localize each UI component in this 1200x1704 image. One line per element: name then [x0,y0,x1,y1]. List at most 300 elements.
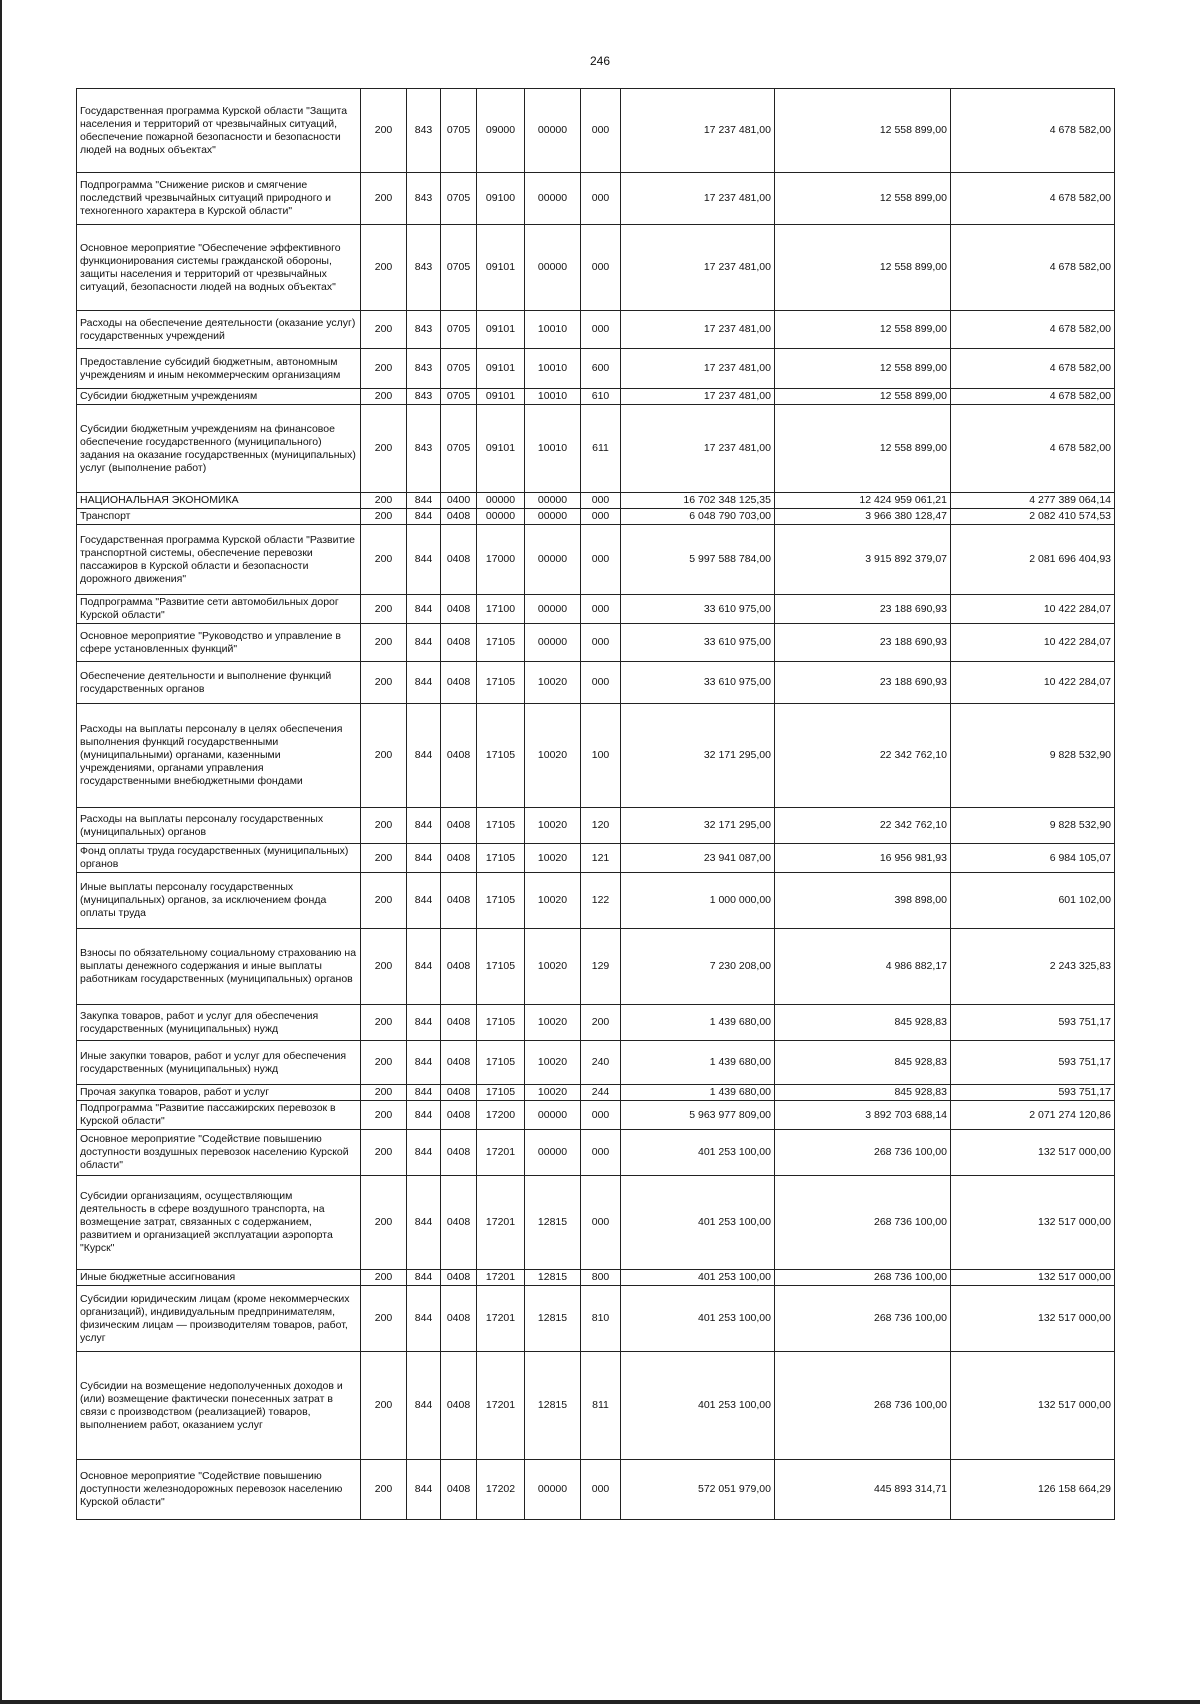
department-code: 844 [407,1176,441,1270]
remaining-amount: 593 751,17 [951,1085,1115,1101]
row-name: Субсидии бюджетным учреждениям [77,389,361,405]
plan-amount: 5 963 977 809,00 [621,1101,775,1130]
plan-amount: 32 171 295,00 [621,704,775,808]
target-article-code: 17201 [477,1286,525,1352]
section-code: 0408 [441,808,477,844]
expense-type-code: 810 [581,1286,621,1352]
remaining-amount: 2 243 325,83 [951,929,1115,1005]
plan-amount: 33 610 975,00 [621,595,775,624]
executed-amount: 845 928,83 [775,1041,951,1085]
chapter-code: 200 [361,929,407,1005]
remaining-amount: 10 422 284,07 [951,662,1115,704]
table-row [77,1460,1115,1520]
expense-type-code: 000 [581,1101,621,1130]
target-article-code: 09100 [477,173,525,225]
table-row [77,349,1115,389]
expense-direction-code: 00000 [525,509,581,525]
chapter-code: 200 [361,1176,407,1270]
expense-direction-code: 00000 [525,1101,581,1130]
chapter-code: 200 [361,1005,407,1041]
table-row [77,89,1115,173]
expense-type-code: 800 [581,1270,621,1286]
table-row [77,1352,1115,1460]
chapter-code: 200 [361,1270,407,1286]
remaining-amount: 4 678 582,00 [951,311,1115,349]
remaining-amount: 4 678 582,00 [951,389,1115,405]
target-article-code: 17105 [477,704,525,808]
executed-amount: 16 956 981,93 [775,844,951,873]
plan-amount: 572 051 979,00 [621,1460,775,1520]
chapter-code: 200 [361,89,407,173]
row-name: Прочая закупка товаров, работ и услуг [77,1085,361,1101]
table-row [77,873,1115,929]
plan-amount: 401 253 100,00 [621,1352,775,1460]
table-row [77,509,1115,525]
plan-amount: 1 000 000,00 [621,873,775,929]
row-name: Государственная программа Курской области "Защита населения и территорий от чрезвычайных ситуаций, обеспечение пожарной безопасности и безопасности людей на водных объектах" [77,89,361,173]
target-article-code: 17105 [477,1041,525,1085]
table-row [77,844,1115,873]
section-code: 0705 [441,405,477,493]
row-name: Субсидии юридическим лицам (кроме некоммерческих организаций), индивидуальным предпринимателям, физическим лицам — производителям товаров, работ, услуг [77,1286,361,1352]
section-code: 0705 [441,349,477,389]
chapter-code: 200 [361,525,407,595]
remaining-amount: 593 751,17 [951,1041,1115,1085]
expense-type-code: 611 [581,405,621,493]
target-article-code: 17105 [477,808,525,844]
expense-type-code: 000 [581,1130,621,1176]
table-row [77,311,1115,349]
department-code: 844 [407,1130,441,1176]
expense-direction-code: 10020 [525,704,581,808]
table-row [77,173,1115,225]
expense-type-code: 121 [581,844,621,873]
expense-type-code: 129 [581,929,621,1005]
department-code: 844 [407,1101,441,1130]
department-code: 844 [407,662,441,704]
remaining-amount: 9 828 532,90 [951,704,1115,808]
expense-direction-code: 10010 [525,389,581,405]
row-name: Транспорт [77,509,361,525]
table-row [77,1005,1115,1041]
expense-direction-code: 10010 [525,349,581,389]
target-article-code: 17201 [477,1270,525,1286]
department-code: 844 [407,624,441,662]
expense-type-code: 610 [581,389,621,405]
expense-direction-code: 10020 [525,929,581,1005]
row-name: Субсидии организациям, осуществляющим деятельность в сфере воздушного транспорта, на возмещение затрат, связанных с содержанием, развитием и организацией эксплуатации аэропорта "Курск" [77,1176,361,1270]
executed-amount: 12 558 899,00 [775,225,951,311]
executed-amount: 445 893 314,71 [775,1460,951,1520]
remaining-amount: 9 828 532,90 [951,808,1115,844]
row-name: Иные бюджетные ассигнования [77,1270,361,1286]
executed-amount: 3 966 380 128,47 [775,509,951,525]
remaining-amount: 601 102,00 [951,873,1115,929]
table-row [77,1270,1115,1286]
remaining-amount: 4 678 582,00 [951,173,1115,225]
table-row [77,808,1115,844]
row-name: Фонд оплаты труда государственных (муниципальных) органов [77,844,361,873]
expense-direction-code: 10020 [525,808,581,844]
row-name: Взносы по обязательному социальному страхованию на выплаты денежного содержания и иные выплаты работникам государственных (муниципальных) органов [77,929,361,1005]
remaining-amount: 132 517 000,00 [951,1176,1115,1270]
executed-amount: 22 342 762,10 [775,808,951,844]
target-article-code: 09101 [477,405,525,493]
plan-amount: 33 610 975,00 [621,624,775,662]
page-left-border [0,0,2,1704]
expense-type-code: 000 [581,662,621,704]
expense-direction-code: 00000 [525,225,581,311]
target-article-code: 17202 [477,1460,525,1520]
expense-type-code: 200 [581,1005,621,1041]
section-code: 0408 [441,1130,477,1176]
section-code: 0408 [441,1460,477,1520]
remaining-amount: 132 517 000,00 [951,1130,1115,1176]
remaining-amount: 2 071 274 120,86 [951,1101,1115,1130]
section-code: 0705 [441,89,477,173]
expense-type-code: 000 [581,493,621,509]
row-name: Расходы на выплаты персоналу в целях обеспечения выполнения функций государственными (муниципальными) органами, казенными учреждениями, органами управления государственными внебюджетными фондами [77,704,361,808]
section-code: 0408 [441,595,477,624]
expense-type-code: 240 [581,1041,621,1085]
remaining-amount: 132 517 000,00 [951,1352,1115,1460]
expense-type-code: 000 [581,509,621,525]
chapter-code: 200 [361,1352,407,1460]
expense-type-code: 000 [581,225,621,311]
target-article-code: 17105 [477,624,525,662]
plan-amount: 17 237 481,00 [621,405,775,493]
chapter-code: 200 [361,624,407,662]
executed-amount: 12 558 899,00 [775,311,951,349]
chapter-code: 200 [361,873,407,929]
table-row [77,1130,1115,1176]
executed-amount: 12 558 899,00 [775,349,951,389]
expense-direction-code: 10020 [525,844,581,873]
budget-table-body [77,89,1115,1520]
plan-amount: 401 253 100,00 [621,1130,775,1176]
section-code: 0408 [441,844,477,873]
remaining-amount: 4 277 389 064,14 [951,493,1115,509]
row-name: Субсидии бюджетным учреждениям на финансовое обеспечение государственного (муниципального) задания на оказание государственных (муниципальных) услуг (выполнение работ) [77,405,361,493]
section-code: 0408 [441,624,477,662]
executed-amount: 268 736 100,00 [775,1176,951,1270]
chapter-code: 200 [361,405,407,493]
department-code: 844 [407,1460,441,1520]
chapter-code: 200 [361,595,407,624]
plan-amount: 16 702 348 125,35 [621,493,775,509]
expense-type-code: 000 [581,311,621,349]
target-article-code: 09000 [477,89,525,173]
plan-amount: 7 230 208,00 [621,929,775,1005]
expense-direction-code: 10020 [525,1005,581,1041]
plan-amount: 401 253 100,00 [621,1270,775,1286]
plan-amount: 17 237 481,00 [621,89,775,173]
table-row [77,1085,1115,1101]
row-name: Основное мероприятие "Руководство и управление в сфере установленных функций" [77,624,361,662]
executed-amount: 268 736 100,00 [775,1270,951,1286]
row-name: Обеспечение деятельности и выполнение функций государственных органов [77,662,361,704]
chapter-code: 200 [361,173,407,225]
chapter-code: 200 [361,389,407,405]
section-code: 0408 [441,525,477,595]
remaining-amount: 4 678 582,00 [951,405,1115,493]
section-code: 0408 [441,1286,477,1352]
section-code: 0705 [441,389,477,405]
section-code: 0705 [441,173,477,225]
department-code: 843 [407,389,441,405]
department-code: 844 [407,525,441,595]
expense-direction-code: 12815 [525,1176,581,1270]
table-row [77,493,1115,509]
department-code: 843 [407,405,441,493]
remaining-amount: 2 082 410 574,53 [951,509,1115,525]
executed-amount: 12 424 959 061,21 [775,493,951,509]
department-code: 843 [407,173,441,225]
row-name: Подпрограмма "Снижение рисков и смягчение последствий чрезвычайных ситуаций природного и техногенного характера в Курской области" [77,173,361,225]
target-article-code: 17105 [477,662,525,704]
plan-amount: 17 237 481,00 [621,311,775,349]
expense-type-code: 600 [581,349,621,389]
remaining-amount: 126 158 664,29 [951,1460,1115,1520]
plan-amount: 17 237 481,00 [621,349,775,389]
executed-amount: 4 986 882,17 [775,929,951,1005]
row-name: Субсидии на возмещение недополученных доходов и (или) возмещение фактически понесенных затрат в связи с производством (реализацией) товаров, выполнением работ, оказанием услуг [77,1352,361,1460]
executed-amount: 23 188 690,93 [775,662,951,704]
plan-amount: 17 237 481,00 [621,389,775,405]
section-code: 0705 [441,311,477,349]
executed-amount: 22 342 762,10 [775,704,951,808]
remaining-amount: 593 751,17 [951,1005,1115,1041]
target-article-code: 17201 [477,1130,525,1176]
row-name: Государственная программа Курской области "Развитие транспортной системы, обеспечение перевозки пассажиров в Курской области и безопасности дорожного движения" [77,525,361,595]
table-row [77,624,1115,662]
department-code: 844 [407,808,441,844]
expense-type-code: 000 [581,173,621,225]
remaining-amount: 4 678 582,00 [951,225,1115,311]
remaining-amount: 10 422 284,07 [951,624,1115,662]
plan-amount: 401 253 100,00 [621,1286,775,1352]
section-code: 0408 [441,662,477,704]
row-name: Иные выплаты персоналу государственных (муниципальных) органов, за исключением фонда оплаты труда [77,873,361,929]
table-row [77,929,1115,1005]
plan-amount: 17 237 481,00 [621,225,775,311]
department-code: 844 [407,1005,441,1041]
expense-type-code: 122 [581,873,621,929]
chapter-code: 200 [361,1460,407,1520]
section-code: 0408 [441,704,477,808]
department-code: 844 [407,1085,441,1101]
department-code: 844 [407,1352,441,1460]
target-article-code: 17105 [477,844,525,873]
section-code: 0400 [441,493,477,509]
table-row [77,595,1115,624]
row-name: Расходы на обеспечение деятельности (оказание услуг) государственных учреждений [77,311,361,349]
remaining-amount: 4 678 582,00 [951,349,1115,389]
department-code: 844 [407,873,441,929]
expense-direction-code: 10010 [525,311,581,349]
plan-amount: 1 439 680,00 [621,1005,775,1041]
plan-amount: 401 253 100,00 [621,1176,775,1270]
executed-amount: 23 188 690,93 [775,624,951,662]
chapter-code: 200 [361,704,407,808]
target-article-code: 09101 [477,349,525,389]
plan-amount: 1 439 680,00 [621,1085,775,1101]
expense-direction-code: 00000 [525,173,581,225]
section-code: 0408 [441,1270,477,1286]
target-article-code: 17201 [477,1176,525,1270]
expense-direction-code: 10020 [525,662,581,704]
remaining-amount: 132 517 000,00 [951,1270,1115,1286]
budget-table [76,88,1115,1520]
section-code: 0408 [441,929,477,1005]
expense-type-code: 000 [581,89,621,173]
plan-amount: 6 048 790 703,00 [621,509,775,525]
table-row [77,1041,1115,1085]
expense-direction-code: 10020 [525,1041,581,1085]
remaining-amount: 10 422 284,07 [951,595,1115,624]
department-code: 844 [407,1270,441,1286]
executed-amount: 12 558 899,00 [775,405,951,493]
table-row [77,225,1115,311]
expense-direction-code: 00000 [525,1130,581,1176]
plan-amount: 1 439 680,00 [621,1041,775,1085]
executed-amount: 23 188 690,93 [775,595,951,624]
executed-amount: 845 928,83 [775,1085,951,1101]
row-name: Расходы на выплаты персоналу государственных (муниципальных) органов [77,808,361,844]
table-row [77,1176,1115,1270]
section-code: 0408 [441,1005,477,1041]
expense-direction-code: 10020 [525,1085,581,1101]
expense-type-code: 000 [581,1176,621,1270]
chapter-code: 200 [361,311,407,349]
remaining-amount: 2 081 696 404,93 [951,525,1115,595]
target-article-code: 17105 [477,1085,525,1101]
section-code: 0408 [441,1352,477,1460]
row-name: Закупка товаров, работ и услуг для обеспечения государственных (муниципальных) нужд [77,1005,361,1041]
chapter-code: 200 [361,225,407,311]
department-code: 843 [407,225,441,311]
department-code: 844 [407,929,441,1005]
target-article-code: 17100 [477,595,525,624]
department-code: 843 [407,89,441,173]
remaining-amount: 4 678 582,00 [951,89,1115,173]
executed-amount: 12 558 899,00 [775,89,951,173]
table-row [77,525,1115,595]
target-article-code: 09101 [477,225,525,311]
row-name: Иные закупки товаров, работ и услуг для обеспечения государственных (муниципальных) нужд [77,1041,361,1085]
chapter-code: 200 [361,1130,407,1176]
section-code: 0408 [441,1041,477,1085]
chapter-code: 200 [361,1101,407,1130]
chapter-code: 200 [361,844,407,873]
department-code: 844 [407,844,441,873]
executed-amount: 12 558 899,00 [775,389,951,405]
chapter-code: 200 [361,1085,407,1101]
section-code: 0408 [441,1101,477,1130]
executed-amount: 398 898,00 [775,873,951,929]
expense-type-code: 000 [581,595,621,624]
section-code: 0705 [441,225,477,311]
plan-amount: 33 610 975,00 [621,662,775,704]
row-name: Подпрограмма "Развитие сети автомобильных дорог Курской области" [77,595,361,624]
expense-type-code: 120 [581,808,621,844]
section-code: 0408 [441,1176,477,1270]
chapter-code: 200 [361,1286,407,1352]
executed-amount: 268 736 100,00 [775,1352,951,1460]
section-code: 0408 [441,1085,477,1101]
expense-direction-code: 10020 [525,873,581,929]
department-code: 844 [407,704,441,808]
target-article-code: 09101 [477,389,525,405]
chapter-code: 200 [361,509,407,525]
executed-amount: 3 892 703 688,14 [775,1101,951,1130]
plan-amount: 5 997 588 784,00 [621,525,775,595]
section-code: 0408 [441,509,477,525]
section-code: 0408 [441,873,477,929]
target-article-code: 17105 [477,1005,525,1041]
expense-direction-code: 00000 [525,493,581,509]
expense-direction-code: 12815 [525,1352,581,1460]
row-name: Предоставление субсидий бюджетным, автономным учреждениям и иным некоммерческим организациям [77,349,361,389]
table-row [77,704,1115,808]
executed-amount: 3 915 892 379,07 [775,525,951,595]
department-code: 844 [407,509,441,525]
expense-type-code: 000 [581,525,621,595]
target-article-code: 00000 [477,493,525,509]
target-article-code: 17201 [477,1352,525,1460]
target-article-code: 09101 [477,311,525,349]
department-code: 844 [407,1041,441,1085]
chapter-code: 200 [361,349,407,389]
department-code: 844 [407,493,441,509]
expense-direction-code: 00000 [525,1460,581,1520]
table-row [77,662,1115,704]
plan-amount: 17 237 481,00 [621,173,775,225]
target-article-code: 17200 [477,1101,525,1130]
plan-amount: 32 171 295,00 [621,808,775,844]
expense-type-code: 000 [581,624,621,662]
expense-type-code: 000 [581,1460,621,1520]
executed-amount: 12 558 899,00 [775,173,951,225]
target-article-code: 17105 [477,873,525,929]
expense-type-code: 244 [581,1085,621,1101]
table-row [77,1101,1115,1130]
page-number: 246 [589,54,611,68]
expense-direction-code: 00000 [525,89,581,173]
expense-direction-code: 12815 [525,1286,581,1352]
department-code: 843 [407,349,441,389]
executed-amount: 268 736 100,00 [775,1286,951,1352]
remaining-amount: 6 984 105,07 [951,844,1115,873]
row-name: Подпрограмма "Развитие пассажирских перевозок в Курской области" [77,1101,361,1130]
target-article-code: 17000 [477,525,525,595]
row-name: Основное мероприятие "Обеспечение эффективного функционирования системы гражданской обороны, защиты населения и территорий от чрезвычайных ситуаций, безопасности людей на водных объектах" [77,225,361,311]
plan-amount: 23 941 087,00 [621,844,775,873]
target-article-code: 00000 [477,509,525,525]
target-article-code: 17105 [477,929,525,1005]
page-bottom-border [0,1700,1200,1704]
chapter-code: 200 [361,662,407,704]
table-row [77,1286,1115,1352]
department-code: 843 [407,311,441,349]
row-name: НАЦИОНАЛЬНАЯ ЭКОНОМИКА [77,493,361,509]
expense-direction-code: 00000 [525,525,581,595]
row-name: Основное мероприятие "Содействие повышению доступности воздушных перевозок населению Курской области" [77,1130,361,1176]
department-code: 844 [407,1286,441,1352]
executed-amount: 845 928,83 [775,1005,951,1041]
expense-direction-code: 00000 [525,624,581,662]
department-code: 844 [407,595,441,624]
